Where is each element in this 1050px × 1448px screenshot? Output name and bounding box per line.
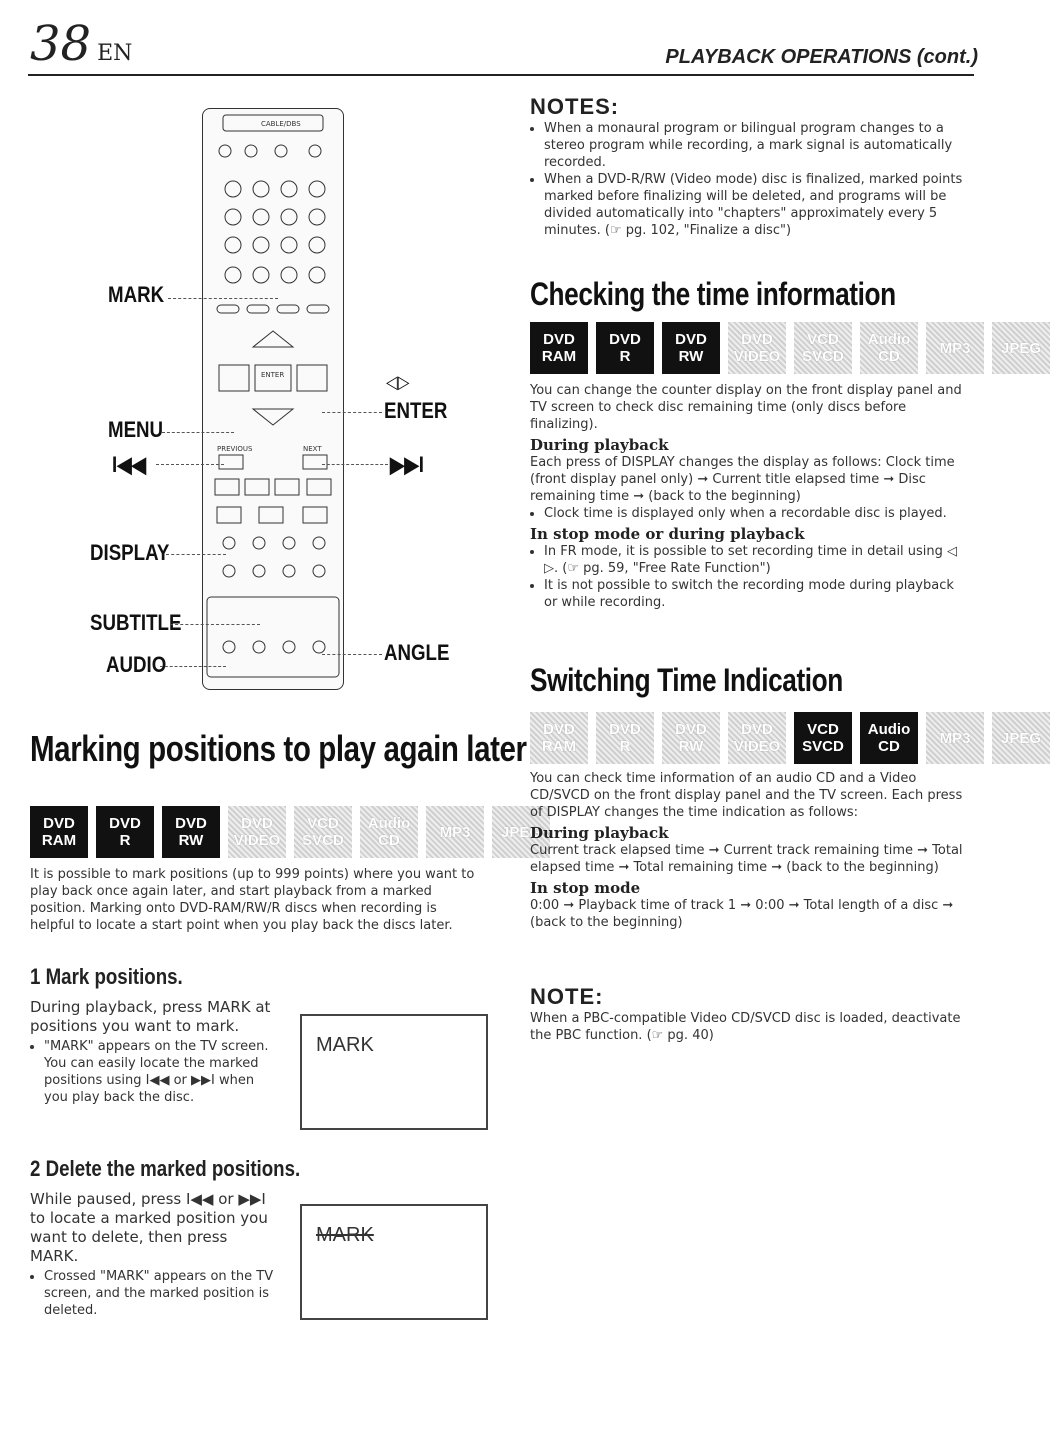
callout-display: DISPLAY bbox=[90, 540, 170, 565]
disc-badge-mp3 bbox=[926, 322, 984, 374]
remote-control bbox=[202, 108, 344, 690]
disc-badge-jpeg bbox=[992, 712, 1050, 764]
disc-badge-mp3 bbox=[926, 712, 984, 764]
badge-top: DVD bbox=[675, 721, 707, 738]
disc-badge-dvd-rw bbox=[162, 806, 220, 858]
badge-top: Audio bbox=[867, 721, 911, 738]
switching-intro: You can check time information of an audio CD and a Video CD/SVCD on the front display panel and the TV screen. Each press of DISPLAY changes the time indication as follows: bbox=[530, 771, 963, 820]
step1-bullet bbox=[30, 1038, 280, 1106]
badge-top: JPEG bbox=[1000, 729, 1042, 747]
switching-badges bbox=[530, 712, 1050, 764]
checking-stop-bullet: • It is not possible to switch the recording mode during playback or while recording. bbox=[544, 577, 970, 611]
leader-enter bbox=[322, 412, 382, 413]
badge-top: DVD bbox=[741, 721, 773, 738]
callout-audio: AUDIO bbox=[106, 652, 167, 677]
callout-menu: MENU bbox=[108, 417, 164, 442]
disc-badge-dvd-ram bbox=[530, 322, 588, 374]
checking-badges bbox=[530, 322, 1050, 374]
badge-top: DVD bbox=[109, 815, 141, 832]
mark-screen-text: MARK bbox=[316, 1034, 374, 1056]
badge-top: MP3 bbox=[939, 729, 971, 747]
badge-top: MP3 bbox=[439, 823, 471, 841]
leader-next bbox=[322, 464, 388, 465]
checking-during-text: Each press of DISPLAY changes the display as follows: Clock time (front display panel only) ➞ Current title elapsed time ➞ Disc remaining time ➞ (back to the beginning) bbox=[530, 455, 955, 504]
mark-deleted-screen bbox=[300, 1204, 488, 1320]
badge-bottom: RW bbox=[678, 348, 704, 365]
badge-bottom: RAM bbox=[541, 738, 577, 755]
checking-during-title: During playback bbox=[530, 436, 669, 454]
step2-bullet bbox=[30, 1268, 280, 1319]
step2-text bbox=[30, 1190, 280, 1319]
badge-bottom: VIDEO bbox=[233, 832, 281, 849]
marking-intro: It is possible to mark positions (up to 999 points) where you want to play back once again later, and start playback from a marked position. Marking onto DVD-RAM/RW/R discs when recording is helpful to locate a start point when you play back the discs later. bbox=[30, 867, 475, 933]
mark-screen bbox=[300, 1014, 488, 1130]
badge-top: DVD bbox=[675, 331, 707, 348]
callout-subtitle: SUBTITLE bbox=[90, 610, 182, 635]
disc-badge-dvd-video bbox=[728, 712, 786, 764]
disc-badge-dvd-r bbox=[596, 322, 654, 374]
badge-bottom: R bbox=[619, 348, 631, 365]
disc-badge-dvd-rw bbox=[662, 712, 720, 764]
callout-next: ▶▶I bbox=[390, 452, 424, 477]
badge-top: VCD bbox=[807, 721, 839, 738]
checking-stop-bullet: • In FR mode, it is possible to set recording time in detail using ◁ ▷. (☞ pg. 59, "Free Rate Function") bbox=[544, 543, 970, 577]
disc-badge-vcd-svcd bbox=[794, 322, 852, 374]
badge-bottom: SVCD bbox=[302, 832, 344, 849]
leader-prev bbox=[156, 464, 224, 465]
step2-bullet-item: • Crossed "MARK" appears on the TV screen, and the marked position is deleted. bbox=[44, 1268, 280, 1319]
note-heading: NOTE: bbox=[530, 984, 604, 1009]
switching-stop-text: 0:00 ➞ Playback time of track 1 ➞ 0:00 ➞ Total length of a disc ➞ (back to the beginning) bbox=[530, 898, 954, 930]
badge-top: Audio bbox=[367, 815, 411, 832]
switching-heading: Switching Time Indication bbox=[530, 662, 843, 698]
header-rule bbox=[28, 74, 974, 76]
badge-bottom: VIDEO bbox=[733, 348, 781, 365]
switching-stop-title: In stop mode bbox=[530, 879, 641, 897]
badge-top: VCD bbox=[807, 331, 839, 348]
disc-badge-dvd-ram bbox=[530, 712, 588, 764]
remote-label-next: NEXT bbox=[303, 445, 322, 453]
step1-text bbox=[30, 998, 280, 1106]
badge-bottom: RW bbox=[678, 738, 704, 755]
disc-badge-jpeg bbox=[992, 322, 1050, 374]
badge-bottom: SVCD bbox=[802, 738, 844, 755]
badge-top: DVD bbox=[43, 815, 75, 832]
badge-top: VCD bbox=[307, 815, 339, 832]
disc-badge-dvd-ram bbox=[30, 806, 88, 858]
checking-heading: Checking the time information bbox=[530, 276, 896, 312]
language-code: EN bbox=[97, 41, 133, 66]
badge-top: DVD bbox=[741, 331, 773, 348]
badge-top: DVD bbox=[609, 721, 641, 738]
step2-heading: 2 Delete the marked positions. bbox=[30, 1156, 301, 1181]
step1-bullet-item: • "MARK" appears on the TV screen. You can easily locate the marked positions using I◀◀ or ▶▶I when you play back the disc. bbox=[44, 1038, 280, 1106]
switching-body bbox=[530, 770, 970, 931]
badge-top: DVD bbox=[609, 331, 641, 348]
leader-mark bbox=[168, 298, 278, 299]
callout-mark: MARK bbox=[108, 282, 165, 307]
disc-badge-dvd-video bbox=[228, 806, 286, 858]
checking-stop-title: In stop mode or during playback bbox=[530, 525, 805, 543]
remote-label-cable: CABLE/DBS bbox=[261, 120, 301, 128]
badge-bottom: R bbox=[619, 738, 631, 755]
disc-badge-dvd-rw bbox=[662, 322, 720, 374]
leader-angle bbox=[322, 654, 382, 655]
badge-bottom: SVCD bbox=[802, 348, 844, 365]
disc-badge-vcd-svcd bbox=[294, 806, 352, 858]
running-header: PLAYBACK OPERATIONS (cont.) bbox=[665, 46, 978, 68]
badge-bottom: CD bbox=[378, 832, 400, 849]
badge-top: JPEG bbox=[500, 823, 542, 841]
callout-prev: I◀◀ bbox=[112, 452, 146, 477]
badge-bottom: RAM bbox=[541, 348, 577, 365]
badge-top: JPEG bbox=[1000, 339, 1042, 357]
page-number: 38 EN bbox=[30, 16, 133, 72]
notes-heading: NOTES: bbox=[530, 94, 620, 119]
step1-heading: 1 Mark positions. bbox=[30, 964, 183, 989]
leader-audio bbox=[160, 666, 226, 667]
badge-top: DVD bbox=[241, 815, 273, 832]
note-item: • When a monaural program or bilingual program changes to a stereo program while recording, a mark signal is automatically recorded. bbox=[544, 120, 970, 171]
disc-badge-dvd-r bbox=[596, 712, 654, 764]
disc-badge-mp3 bbox=[426, 806, 484, 858]
disc-badge-audio-cd bbox=[360, 806, 418, 858]
note-text: When a PBC-compatible Video CD/SVCD disc is loaded, deactivate the PBC function. (☞ pg. 40) bbox=[530, 1011, 961, 1043]
badge-bottom: RAM bbox=[41, 832, 77, 849]
badge-bottom: RW bbox=[178, 832, 204, 849]
badge-top: Audio bbox=[867, 331, 911, 348]
notes-list bbox=[530, 120, 970, 239]
badge-top: MP3 bbox=[939, 339, 971, 357]
leader-subtitle bbox=[170, 624, 260, 625]
leader-display bbox=[166, 554, 226, 555]
switching-during-text: Current track elapsed time ➞ Current track remaining time ➞ Total elapsed time ➞ Total remaining time ➞ (back to the beginning) bbox=[530, 843, 963, 875]
switching-during-title: During playback bbox=[530, 824, 669, 842]
badge-top: DVD bbox=[175, 815, 207, 832]
note-item: • When a DVD-R/RW (Video mode) disc is finalized, marked points marked before finalizing will be deleted, and programs will be divided automatically into "chapters" approximately every 5 minutes. (☞ pg. 102, "Finalize a disc") bbox=[544, 171, 970, 239]
leader-menu bbox=[162, 432, 234, 433]
badge-bottom: CD bbox=[878, 348, 900, 365]
step2-instruction: While paused, press I◀◀ or ▶▶I to locate a marked position you want to delete, then press MARK. bbox=[30, 1190, 268, 1265]
disc-badge-dvd-video bbox=[728, 322, 786, 374]
mark-deleted-screen-text: MARK bbox=[316, 1224, 374, 1246]
checking-during-bullet: • Clock time is displayed only when a recordable disc is played. bbox=[544, 505, 970, 522]
disc-badge-audio-cd bbox=[860, 712, 918, 764]
disc-badge-dvd-r bbox=[96, 806, 154, 858]
remote-label-previous: PREVIOUS bbox=[217, 445, 253, 453]
checking-intro: You can change the counter display on the front display panel and TV screen to check disc remaining time (only discs before finalizing). bbox=[530, 383, 962, 432]
badge-top: DVD bbox=[543, 331, 575, 348]
marking-badges bbox=[30, 806, 550, 858]
step1-instruction: During playback, press MARK at positions you want to mark. bbox=[30, 998, 271, 1035]
badge-bottom: R bbox=[119, 832, 131, 849]
disc-badge-vcd-svcd bbox=[794, 712, 852, 764]
checking-body bbox=[530, 382, 970, 611]
badge-top: DVD bbox=[543, 721, 575, 738]
marking-heading: Marking positions to play again later bbox=[30, 728, 527, 769]
remote-drawing bbox=[203, 109, 343, 689]
callout-enter: ENTER bbox=[384, 398, 448, 423]
callout-angle: ANGLE bbox=[384, 640, 450, 665]
badge-bottom: VIDEO bbox=[733, 738, 781, 755]
disc-badge-audio-cd bbox=[860, 322, 918, 374]
callout-arrows: ◁▷ bbox=[386, 372, 410, 392]
badge-bottom: CD bbox=[878, 738, 900, 755]
remote-label-enter: ENTER bbox=[261, 371, 285, 379]
